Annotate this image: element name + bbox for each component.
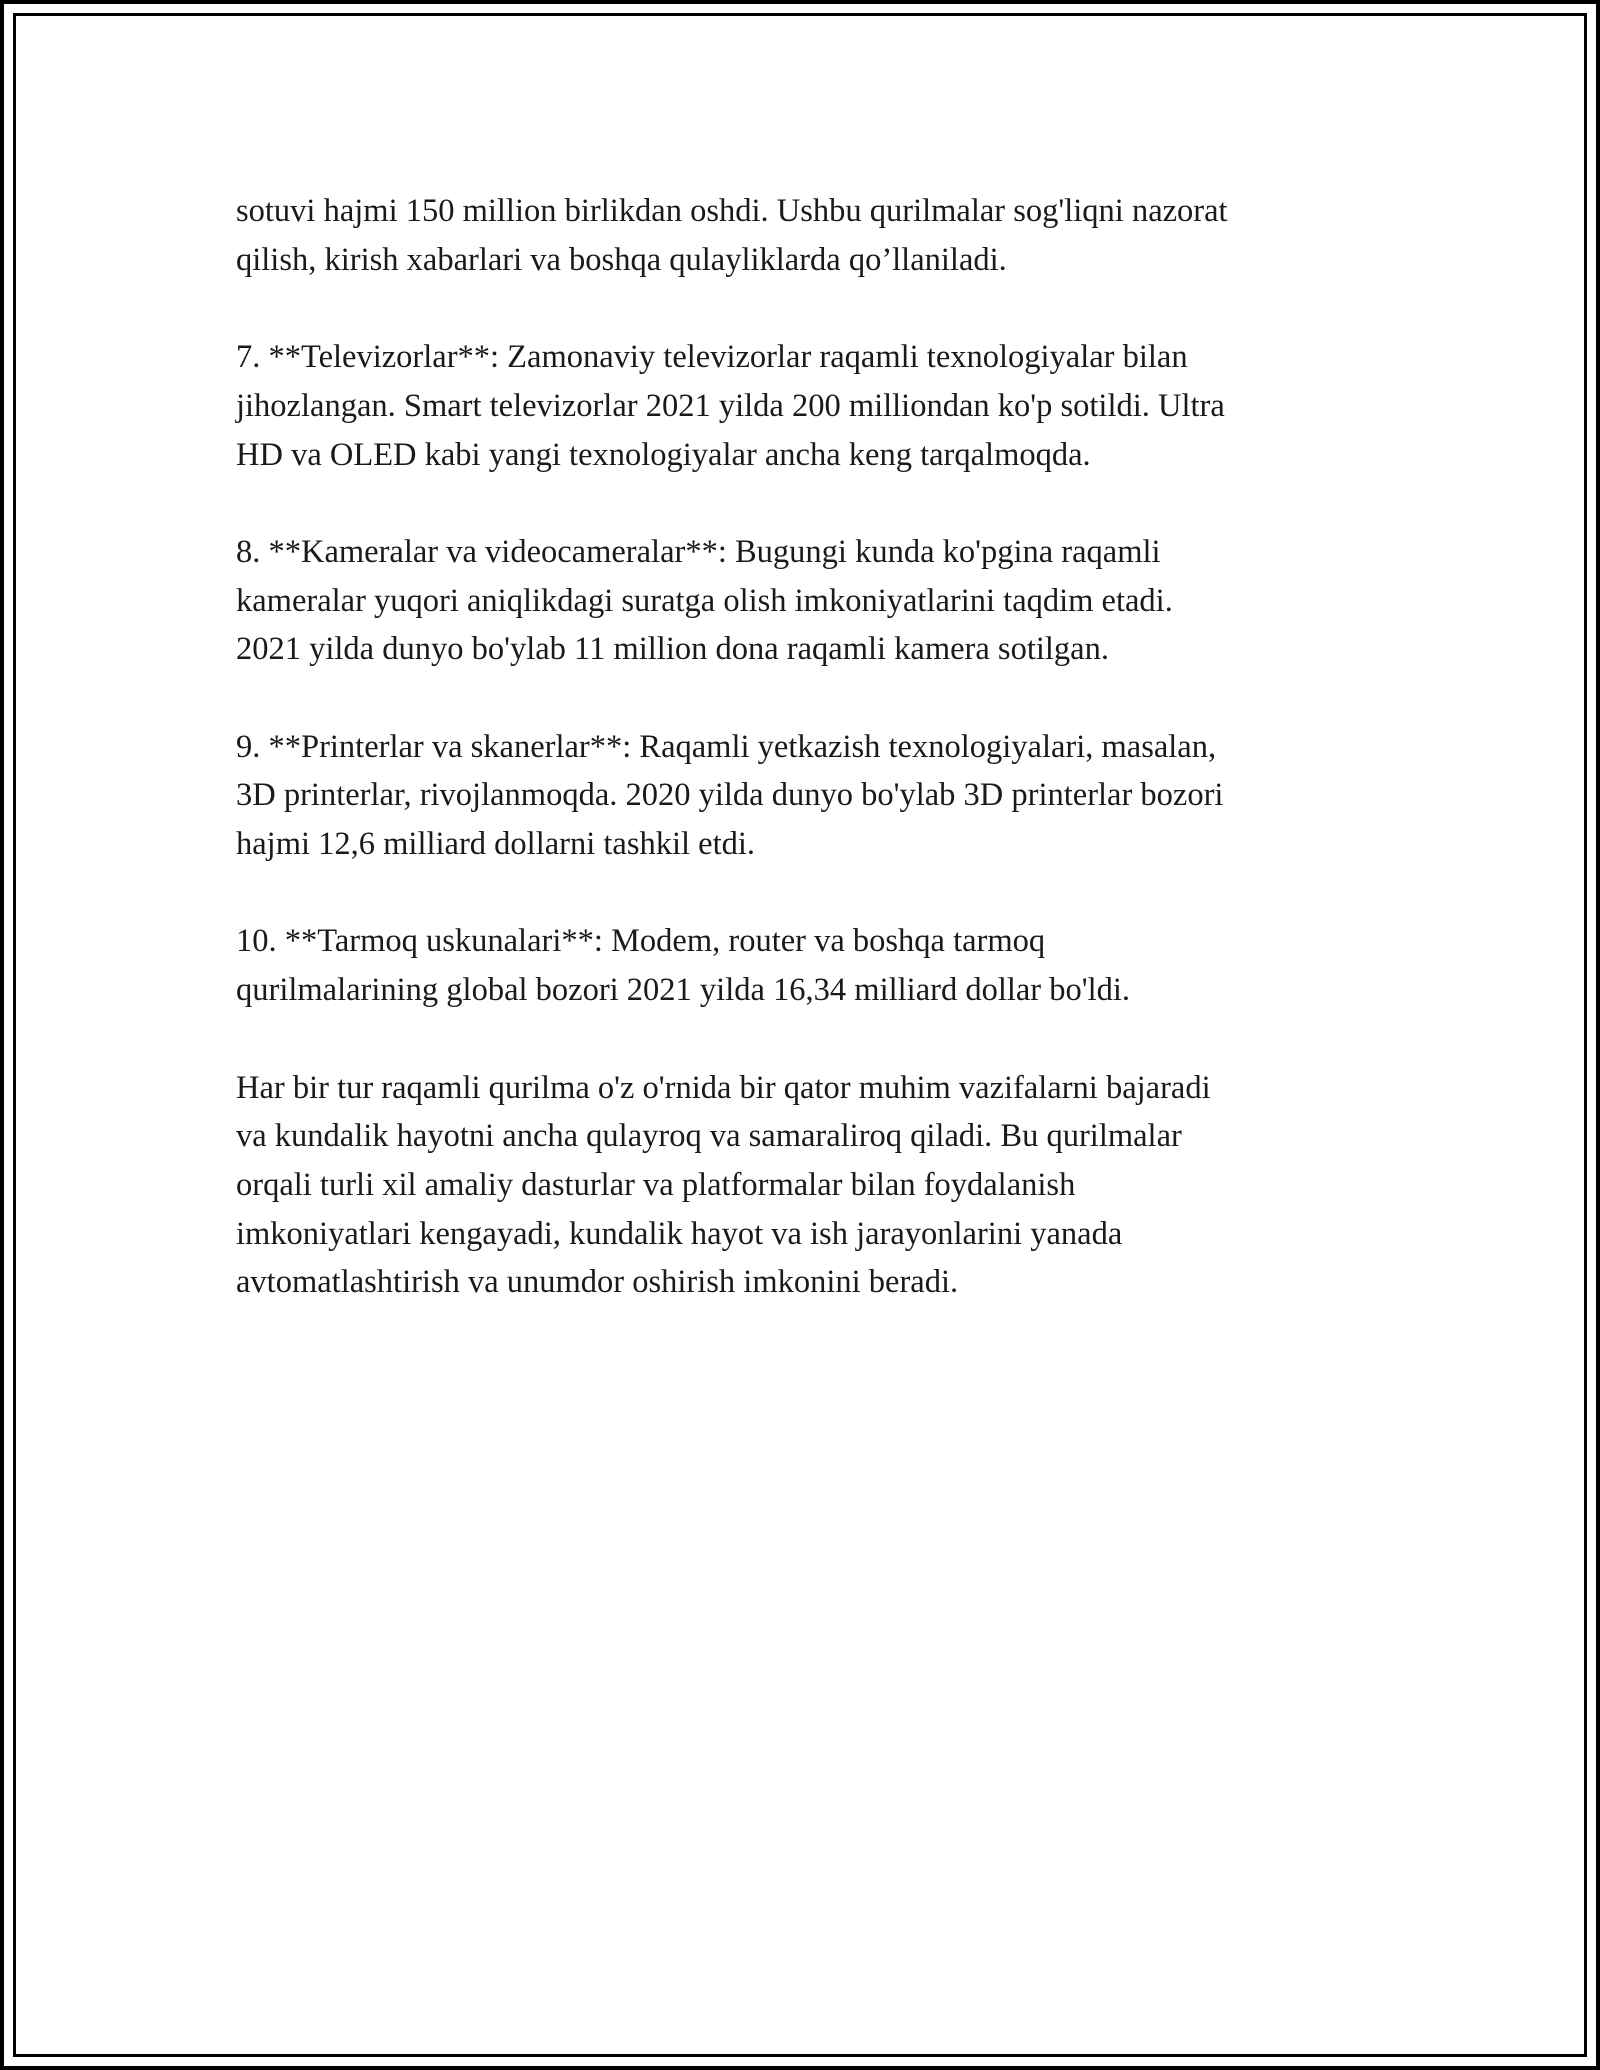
paragraph-televizorlar: 7. **Televizorlar**: Zamonaviy televizorlar raqamli texnologiyalar bilan jihozlangan. Smart televizorlar 2021 yilda 200 milliondan ko'p sotildi. Ultra HD va OLED kabi yangi texnologiyalar ancha keng tarqalmoqda. [236,339,1225,473]
paragraph-kameralar: 8. **Kameralar va videocameralar**: Bugungi kunda ko'pgina raqamli kameralar yuqori aniqlikdagi suratga olish imkoniyatlarini taqdim etadi. 2021 yilda dunyo bo'ylab 11 million dona raqamli kamera sotilgan. [236,533,1173,668]
document-body [236,187,1376,1307]
paragraph-printerlar: 9. **Printerlar va skanerlar**: Raqamli yetkazish texnologiyalari, masalan, 3D printerlar, rivojlanmoqda. 2020 yilda dunyo bo'ylab 3D printerlar bozori hajmi 12,6 milliard dollarni tashkil etdi. [236,728,1224,863]
paragraph-conclusion: Har bir tur raqamli qurilma o'z o'rnida bir qator muhim vazifalarni bajaradi va kundalik hayotni ancha qulayroq va samaraliroq qiladi. Bu qurilmalar orqali turli xil amaliy dasturlar va platformalar bilan foydalanish imkoniyatlari kengayadi, kundalik hayot va ish jarayonlarini yanada avtomatlashtirish va unumdor oshirish imkonini beradi. [236,1069,1211,1301]
paragraph-continuation: sotuvi hajmi 150 million birlikdan oshdi. Ushbu qurilmalar sog'liqni nazorat qilish, kirish xabarlari va boshqa qulayliklarda qo’llaniladi. [236,193,1228,278]
paragraph-tarmoq: 10. **Tarmoq uskunalari**: Modem, router va boshqa tarmoq qurilmalarining global bozori 2021 yilda 16,34 milliard dollar bo'ldi. [236,923,1131,1009]
